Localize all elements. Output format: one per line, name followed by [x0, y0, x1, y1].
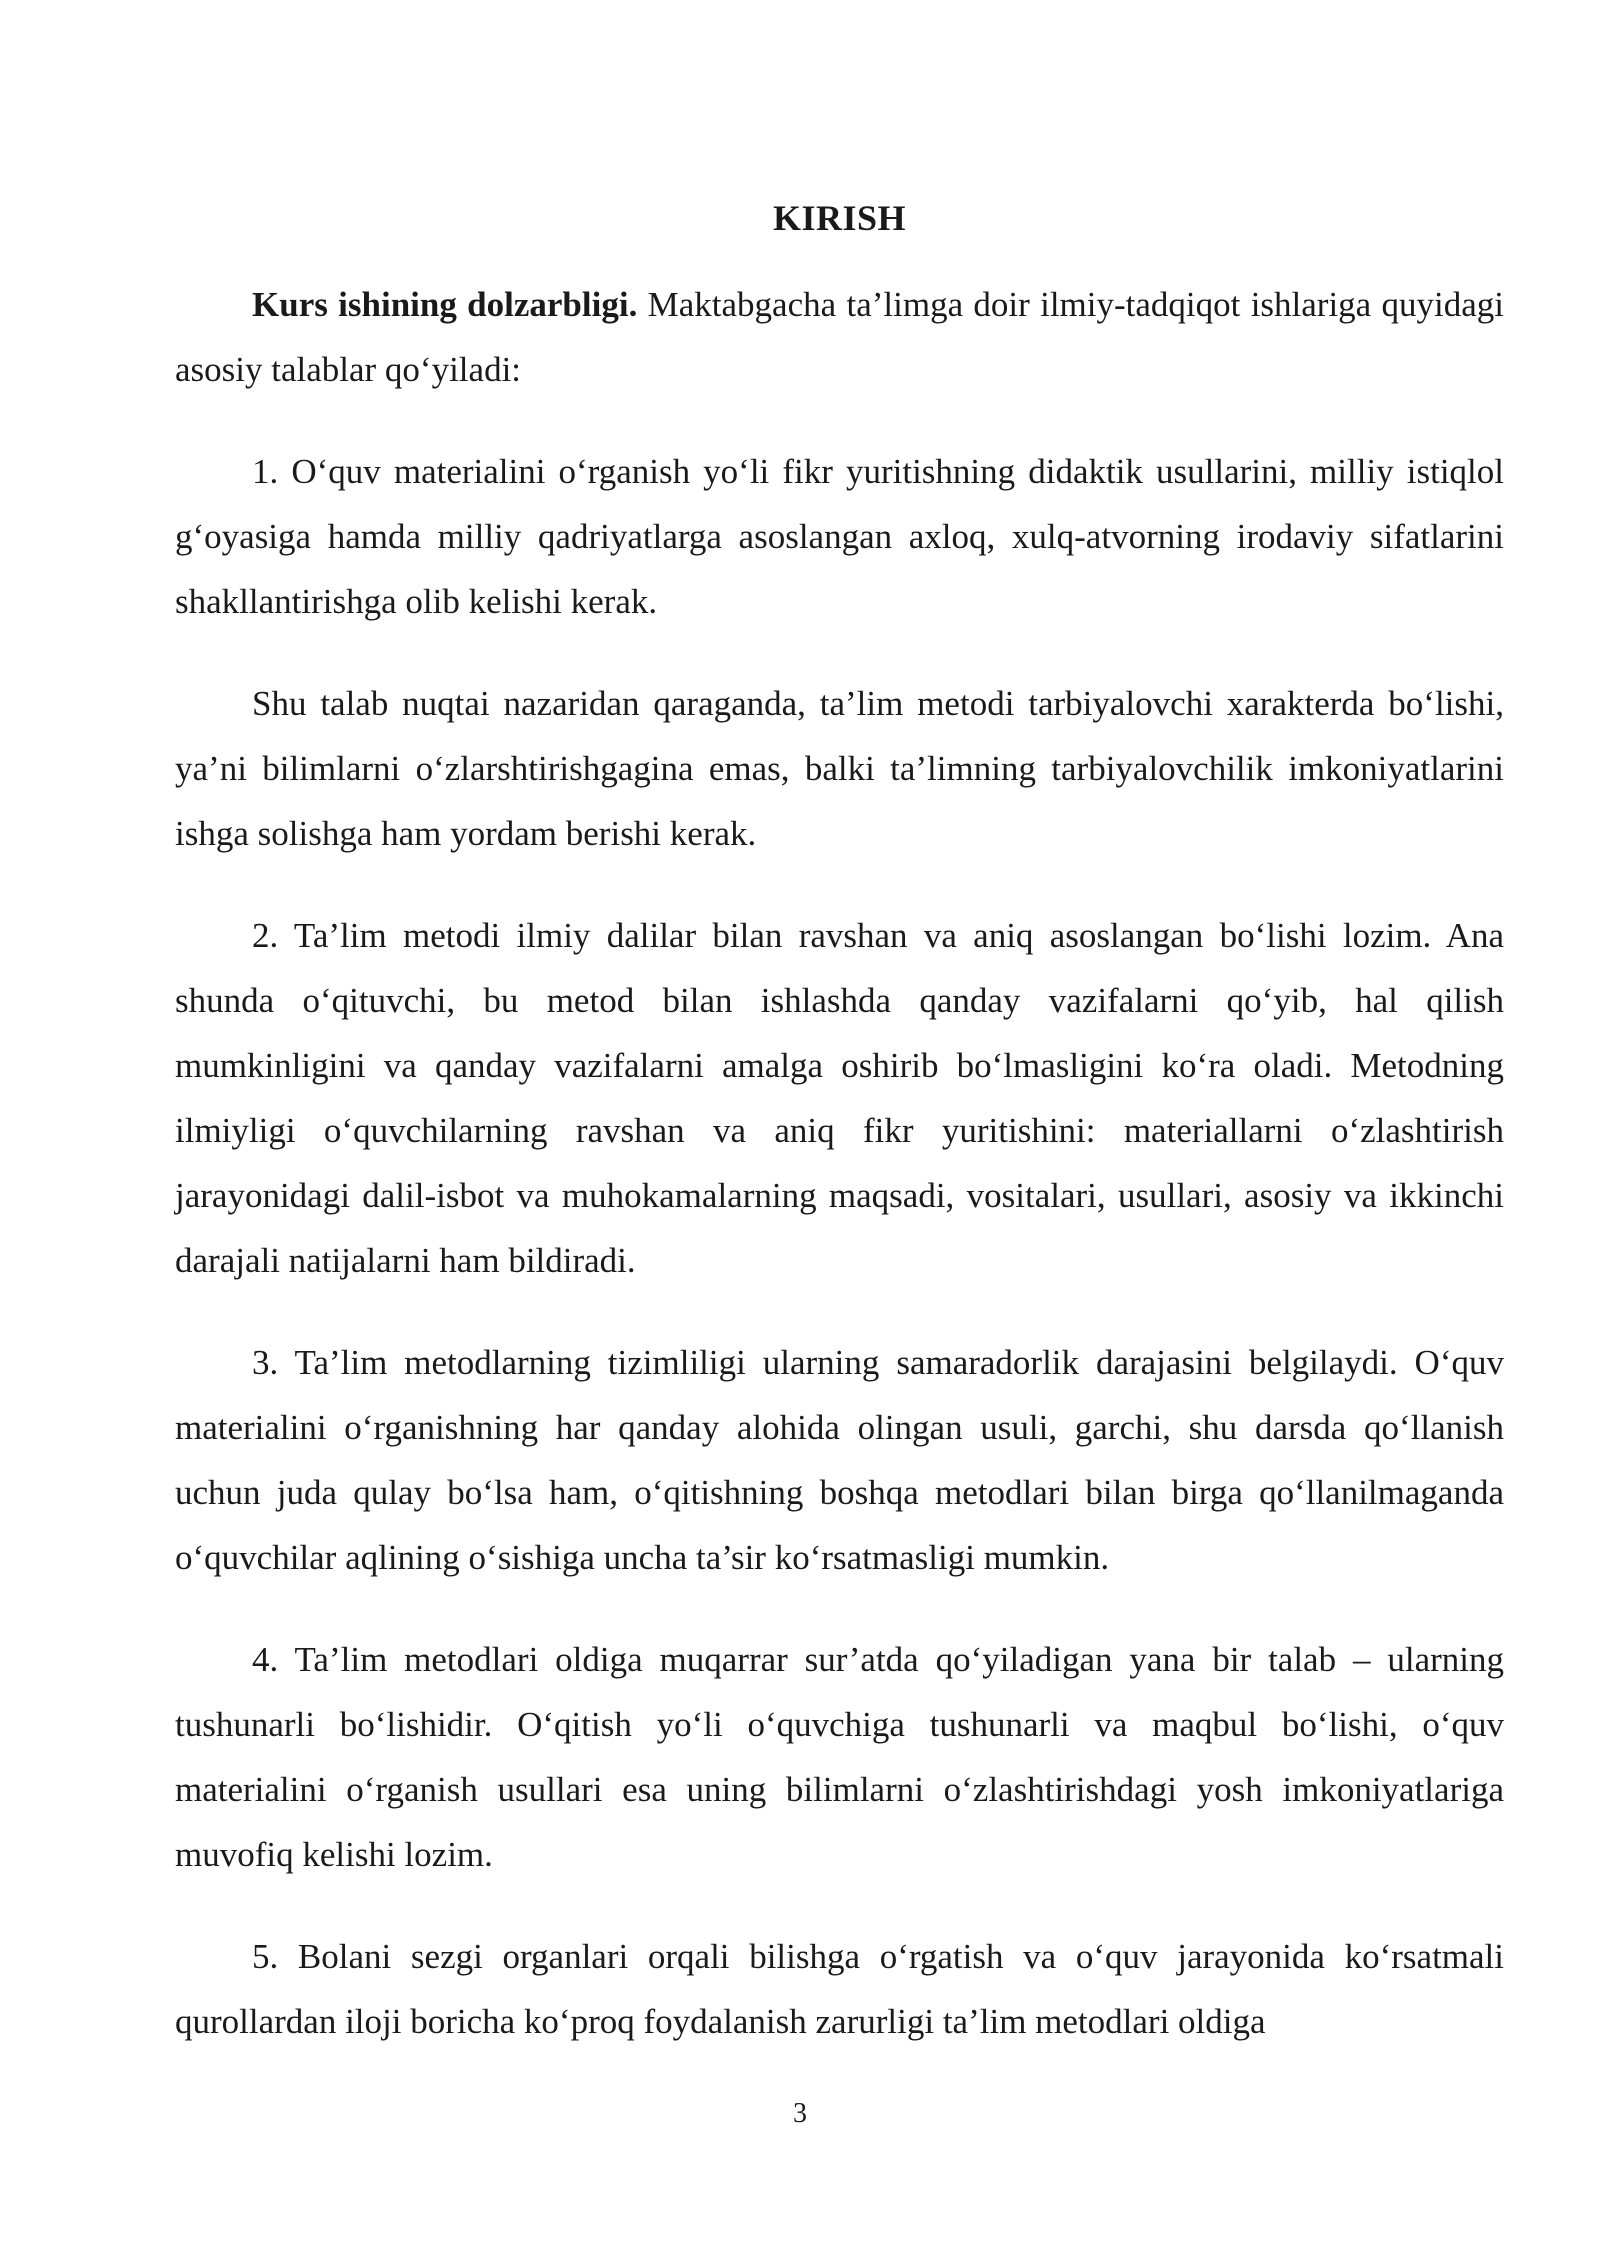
section-heading: KIRISH — [772, 198, 907, 238]
intro-text: Maktabgacha ta’limga doir ilmiy-tadqiqot ishlariga quyidagi asosiy talablar qo‘yiladi: — [175, 285, 1505, 389]
paragraph-requirement-3: 3. Ta’lim metodlarning tizimliligi ularning samaradorlik darajasini belgilaydi. O‘quv materialini o‘rganishning har qanday alohida olingan usuli, garchi, shu darsda qo‘llanish uchun juda qulay bo‘lsa ham, o‘qitishning boshqa metodlari bilan birga qo‘llanilmaganda o‘quvchilar aqlining o‘sishiga uncha ta’sir ko‘rsatmasligi mumkin. — [175, 1343, 1504, 1577]
paragraph-requirement-2: 2. Ta’lim metodi ilmiy dalilar bilan ravshan va aniq asoslangan bo‘lishi lozim. Ana shunda o‘qituvchi, bu metod bilan ishlashda qanday vazifalarni qo‘yib, hal qilish mumkinligini va qanday vazifalarni amalga oshirib bo‘lmasligini ko‘ra oladi. Metodning ilmiyligi o‘quvchilarning ravshan va aniq fikr yuritishini: materiallarni o‘zlashtirish jarayonidagi dalil-isbot va muhokamalarning maqsadi, vositalari, usullari, asosiy va ikkinchi darajali natijalarni ham bildiradi. — [175, 916, 1504, 1280]
page-body — [175, 192, 1504, 2091]
intro-paragraph — [175, 272, 1504, 402]
page-number: 3 — [793, 2098, 807, 2129]
intro-lead: Kurs ishining dolzarbligi. — [252, 285, 638, 324]
paragraph-requirement-1: 1. O‘quv materialini o‘rganish yo‘li fikr yuritishning didaktik usullarini, milliy istiqlol g‘oyasiga hamda milliy qadriyatlarga asoslangan axloq, xulq-atvorning irodaviy sifatlarini shakllantirishga olib kelishi kerak. — [175, 452, 1504, 621]
paragraph-requirement-1-followup: Shu talab nuqtai nazaridan qaraganda, ta’lim metodi tarbiyalovchi xarakterda bo‘lishi, ya’ni bilimlarni o‘zlarshtirishgagina emas, balki ta’limning tarbiyalovchilik imkoniyatlarini ishga solishga ham yordam berishi kerak. — [175, 684, 1504, 853]
paragraph-requirement-4: 4. Ta’lim metodlari oldiga muqarrar sur’atda qo‘yiladigan yana bir talab – ularning tushunarli bo‘lishidir. O‘qitish yo‘li o‘quvchiga tushunarli va maqbul bo‘lishi, o‘quv materialini o‘rganish usullari esa uning bilimlarni o‘zlashtirishdagi yosh imkoniyatlariga muvofiq kelishi lozim. — [175, 1640, 1504, 1874]
paragraph-requirement-5: 5. Bolani sezgi organlari orqali bilishga o‘rgatish va o‘quv jarayonida ko‘rsatmali qurollardan iloji boricha ko‘proq foydalanish zarurligi ta’lim metodlari oldiga — [175, 1937, 1504, 2041]
